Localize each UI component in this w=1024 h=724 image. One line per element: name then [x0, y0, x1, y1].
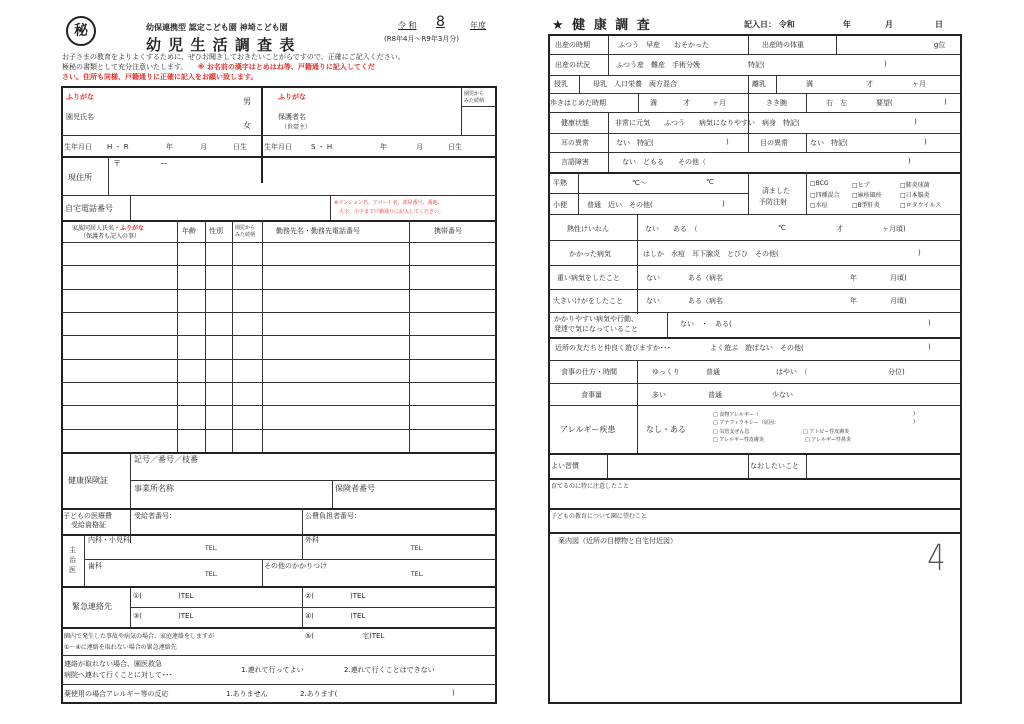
phone-label: 自宅電話番号: [65, 204, 113, 213]
feeding-label: 授乳: [554, 80, 568, 88]
child-furigana-label: ふりがな: [66, 93, 94, 101]
vaccine-checkbox[interactable]: □肺炎球菌: [900, 182, 930, 189]
friends-label: 近所の友だちと仲良く遊びますか･･･: [555, 344, 671, 352]
guardian-furigana-label: ふりがな: [278, 93, 306, 101]
emergency-contact-1[interactable]: [133, 592, 193, 600]
phone-field[interactable]: [132, 197, 328, 219]
divider: [461, 106, 496, 107]
birth-weight-field[interactable]: [838, 36, 932, 53]
vaccine-label-2: 予防注射: [759, 198, 787, 206]
doctor-surgery-label: 外科: [305, 536, 319, 544]
relation-label-2: みた続柄: [464, 98, 485, 104]
urine-options[interactable]: 普通 近い その他(: [587, 201, 653, 209]
year-value[interactable]: 8: [436, 14, 445, 30]
family-table-row[interactable]: [62, 430, 496, 451]
meal-amount-normal[interactable]: 普通: [708, 391, 722, 399]
year-range: (R8年4月～R9年3月分): [384, 35, 460, 43]
friends-options[interactable]: よく遊ぶ 遊ばない その他(: [710, 344, 804, 352]
insurance-number-label: 記号／番号／枝番: [134, 455, 198, 464]
guardian-birth-month: 月: [416, 143, 423, 151]
divider: [62, 586, 496, 588]
walking-full: 満: [650, 99, 657, 107]
divider: [85, 559, 496, 560]
divider: [637, 361, 638, 453]
divider: [549, 405, 961, 406]
entry-date-day: 日: [935, 20, 943, 29]
divider: [748, 76, 749, 152]
divider: [131, 480, 496, 481]
address-note-1: ※マンション名、アパート名、部屋番号、番地、: [334, 200, 443, 206]
intro-line-2: [62, 62, 375, 72]
health-options[interactable]: 非常に元気 ふつう 病気になりやすい 病身 特記(: [615, 119, 800, 127]
meal-amount-label: 食事量: [581, 391, 602, 399]
child-name-label: 園児氏名: [66, 113, 94, 121]
page-number: 4: [927, 538, 946, 579]
entry-date-month: 月: [885, 20, 893, 29]
weaning-label: 離乳: [752, 80, 766, 88]
care-notes-field[interactable]: [550, 490, 960, 507]
divider: [549, 360, 961, 361]
emergency-contact-3-open: ③(: [133, 612, 143, 620]
divider: [748, 173, 749, 214]
urine-label: 小便: [553, 201, 567, 209]
doctor-dental-tel: TEL.: [205, 571, 218, 578]
allergy-rhinitis[interactable]: □ アレルギー性鼻炎: [805, 437, 851, 443]
divider: [108, 157, 109, 195]
birth-weight-label: 出産時の体重: [762, 41, 804, 49]
payer-number-label: 公費負担者番号：: [305, 512, 361, 520]
insurance-office-label: 事業所名称: [134, 484, 174, 493]
secret-stamp: [66, 16, 96, 46]
allergy-food[interactable]: □ 食物アレルギー（: [713, 412, 759, 418]
emergency-contact-4-open: ④(: [305, 612, 315, 620]
emergency-extra-1: 園内で発生した事故や病気の場合、家庭連絡をしますが: [64, 633, 215, 640]
febrile-celsius: ℃: [778, 224, 786, 232]
emergency-contact-5-open: ⑤(: [305, 632, 315, 640]
divider: [62, 135, 496, 136]
divider: [579, 76, 580, 93]
divider: [549, 54, 961, 55]
drug-allergy-none[interactable]: 1.ありません: [226, 690, 268, 698]
health-survey-title: ★ 健 康 調 査: [552, 18, 652, 33]
concerns-close: ): [928, 319, 931, 327]
divider: [806, 94, 807, 112]
child-name-field[interactable]: [110, 100, 230, 130]
family-col-sex: 性別: [209, 227, 223, 235]
meal-speed-label: 食事の仕方・時間: [561, 368, 617, 376]
guardian-birth-label: 生年月日: [264, 143, 292, 151]
divider: [549, 112, 961, 113]
guardian-name-field[interactable]: [320, 100, 460, 130]
wishes-field[interactable]: [550, 520, 960, 531]
diseases-options[interactable]: はしか 水痘 耳下腺炎 とびひ その他(: [643, 250, 779, 258]
divider: [549, 75, 961, 76]
handedness-options[interactable]: 右 左: [826, 99, 847, 107]
insurance-office-field[interactable]: [132, 494, 330, 507]
divider: [131, 607, 496, 608]
divider: [262, 560, 263, 586]
doctor-other-tel: TEL.: [411, 571, 424, 578]
divider: [549, 93, 961, 94]
birth-condition-note: 特記(: [748, 61, 765, 69]
divider: [84, 535, 85, 586]
divider: [608, 35, 609, 75]
divider: [461, 87, 462, 135]
allergy-label: アレルギー疾患: [560, 425, 616, 434]
allergy-options[interactable]: なし・ある: [646, 425, 686, 434]
postal-mark: 〒: [113, 159, 121, 168]
weaning-month: ヶ月: [912, 80, 926, 88]
divider: [549, 265, 961, 266]
guardian-name-label: 保護者名: [278, 113, 306, 121]
allergy-food-close: ): [913, 411, 915, 417]
meal-amount-much[interactable]: 多い: [652, 391, 666, 399]
wishes-label: 子どもの教育について園に望むこと: [551, 513, 647, 520]
emergency-contact-2-tel: )TEL: [350, 592, 366, 600]
divider: [549, 383, 961, 384]
serious-illness-month: 月頃): [890, 274, 907, 282]
divider: [836, 35, 837, 54]
divider: [62, 452, 496, 454]
divider: [549, 337, 961, 339]
birth-condition-close: ): [884, 60, 887, 68]
hospital-question-1: 連絡が取れない場合、園医救急: [64, 660, 162, 668]
febrile-age: 才: [836, 225, 843, 233]
temperature-from: ℃～: [632, 179, 647, 187]
divider: [549, 289, 961, 290]
allergy-atopic[interactable]: □ アトピー性皮膚炎: [803, 429, 850, 435]
intro-line-1: お子さまの教育をよりよくするために、ぜひお聞きしておきたいことがらですので、正確にご記入ください。: [62, 53, 405, 61]
guardian-name-sub: （世帯主）: [281, 124, 312, 131]
divider: [607, 454, 608, 478]
child-birth-day: 日生: [233, 143, 247, 151]
emergency-contact-4-tel: )TEL: [350, 612, 366, 620]
doctor-internal-tel: TEL.: [205, 545, 218, 552]
divider: [62, 508, 496, 510]
vaccine-checkbox[interactable]: □四種混合: [810, 192, 840, 199]
address-label: 現住所: [68, 173, 92, 182]
divider: [62, 684, 496, 685]
map-label: 案内図（近所の目標物と自宅付近図）: [558, 537, 677, 545]
speech-close: ): [908, 157, 911, 165]
concerns-label-2: 発達で気になっていること: [554, 325, 638, 333]
medical-cert-label-2: 受給資格証: [71, 521, 106, 529]
walking-age: 才: [683, 99, 690, 107]
map-drawing-area[interactable]: [550, 548, 960, 702]
birth-weight-unit: g位: [934, 41, 946, 49]
serious-illness-year: 年: [850, 274, 857, 282]
walking-month: ヶ月: [712, 99, 726, 107]
eye-options[interactable]: ない 特記(: [810, 139, 848, 147]
hospital-option-allow[interactable]: 1.連れて行ってよい: [241, 666, 304, 674]
emergency-contact-5-tel: 宅)TEL: [362, 632, 385, 640]
birth-timing-options[interactable]: ふつう 早産 おそかった: [618, 41, 709, 49]
allergy-anaphylaxis-close: ): [913, 419, 915, 425]
family-col-relation-1: 園児から: [235, 225, 256, 231]
divider: [549, 240, 961, 241]
divider: [549, 312, 961, 313]
divider: [330, 196, 331, 220]
speech-label: 言語障害: [561, 158, 589, 166]
family-table-row[interactable]: [62, 243, 496, 264]
child-birth-year: 年: [166, 143, 173, 151]
kindergarten-name: 幼保連携型 認定こども園 神埼こども園: [146, 23, 288, 32]
allergy-anaphylaxis[interactable]: □ アナフィラキシー（原因：: [713, 420, 779, 426]
insurer-number-label: 保険者番号: [335, 484, 375, 493]
family-table-row[interactable]: [62, 383, 496, 404]
emergency-contact-1-open: ①(: [133, 592, 143, 600]
injury-some[interactable]: ある（病名: [688, 297, 723, 305]
divider: [62, 627, 496, 629]
family-col-furigana: ふりがな: [120, 225, 145, 232]
insurance-label: 健康保険証: [68, 476, 108, 485]
serious-illness-none[interactable]: ない: [646, 274, 660, 282]
meal-speed-minutes: 分位): [888, 368, 905, 376]
speech-options[interactable]: ない どもる その他（: [622, 158, 706, 166]
good-habits-field[interactable]: [609, 455, 747, 477]
divider: [549, 133, 961, 134]
recipient-number-label: 受給者番号：: [134, 512, 176, 520]
vaccine-checkbox[interactable]: □日本脳炎: [900, 192, 930, 199]
meal-speed-fast[interactable]: はやい （: [776, 368, 808, 376]
divider: [638, 94, 639, 112]
birth-condition-options[interactable]: ふつう産 難産 手術分娩: [616, 61, 700, 69]
diseases-close: ): [918, 249, 921, 257]
ear-options[interactable]: ない 特記(: [616, 139, 654, 147]
meal-speed-slow[interactable]: ゆっくり: [652, 368, 680, 376]
doctor-surgery-tel: TEL.: [411, 545, 424, 552]
divider: [748, 454, 749, 478]
family-table-row[interactable]: [62, 290, 496, 311]
divider: [130, 196, 131, 220]
drug-allergy-close: ): [452, 689, 455, 697]
vaccine-checkbox[interactable]: □水痘: [810, 202, 828, 209]
urine-close: ): [722, 200, 725, 208]
family-col-relation-2: みた続柄: [235, 232, 256, 238]
drug-allergy-label: 薬使用の場合アレルギー等の反応: [64, 690, 169, 698]
family-table-row[interactable]: [62, 313, 496, 334]
divider: [549, 214, 961, 215]
divider: [549, 193, 748, 194]
febrile-label: 熱性けいれん: [567, 225, 609, 233]
injury-year: 年: [850, 297, 857, 305]
divider: [549, 172, 961, 174]
divider: [302, 535, 303, 559]
year-label-suffix: 年度: [470, 21, 486, 30]
sex-female-option[interactable]: 女: [243, 121, 251, 130]
divider: [806, 134, 807, 152]
postal-dash: ー: [160, 159, 168, 168]
friends-close: ): [928, 343, 931, 351]
care-notes-label: 育てるのに特に注意したこと: [551, 483, 630, 490]
child-birth-era[interactable]: H ・ R: [107, 143, 129, 151]
address-note-2: 大字、小字まで戸籍通りに記入してください。: [339, 209, 445, 215]
relation-label-1: 園児から: [464, 91, 485, 97]
divider: [667, 313, 668, 337]
birth-condition-label: 出産の状況: [555, 61, 590, 69]
health-close: ): [914, 118, 917, 126]
injury-label: 大きいけがをしたこと: [553, 297, 623, 305]
good-habits-label: よい習慣: [551, 462, 579, 470]
fix-habits-field[interactable]: [808, 455, 960, 477]
family-col-age: 年齢: [182, 227, 196, 235]
family-table-row[interactable]: [62, 360, 496, 381]
eye-close: ): [924, 138, 927, 146]
ear-label: 耳の異常: [561, 139, 589, 147]
temperature-label: 平熱: [553, 179, 567, 187]
emergency-contact-3-tel: )TEL: [178, 612, 194, 620]
address-field[interactable]: [110, 158, 494, 194]
divider: [549, 532, 961, 534]
meal-amount-little[interactable]: 少ない: [772, 391, 793, 399]
divider: [130, 453, 131, 543]
weaning-age: 才: [866, 80, 873, 88]
vaccine-checkbox[interactable]: □ロタウイルス: [900, 202, 942, 209]
insurer-number-field[interactable]: [334, 494, 494, 507]
year-label-prefix: 令 和: [398, 21, 417, 30]
birth-timing-label: 出産の時期: [555, 41, 590, 49]
injury-month: 月頃): [890, 297, 907, 305]
intro-warning: ※ お名前の漢字はとめはね等、戸籍通りに記入してくだ: [197, 63, 375, 71]
family-col-name-text: 家族同居人氏名・: [72, 225, 121, 232]
allergy-dermatitis[interactable]: □ アレルギー性皮膚炎: [713, 437, 764, 443]
eye-label: 目の異常: [760, 139, 788, 147]
doctor-label: 主治医: [69, 546, 76, 574]
entry-date-year: 年: [843, 20, 851, 29]
febrile-options[interactable]: ない ある （: [645, 225, 698, 233]
concerns-label-1: かかりやすい病気や行動、: [554, 315, 638, 323]
family-col-work: 勤務先名・勤務先電話番号: [276, 227, 360, 235]
handedness-hope: 要望(: [876, 99, 893, 107]
ear-close: ): [726, 138, 729, 146]
hospital-question-2: 病院へ連れて行くことに対して･･･: [64, 671, 173, 679]
allergy-asthma[interactable]: □ 気管支ぜん息: [713, 429, 750, 435]
doctor-dental-label: 歯科: [88, 562, 102, 570]
divider: [62, 195, 496, 196]
weaning-full: 満: [806, 80, 813, 88]
doctor-internal-label: 内科・小児科: [88, 536, 130, 544]
handedness-label: きき腕: [766, 99, 787, 107]
page-title: 幼 児 生 活 調 査 表: [146, 36, 296, 54]
child-birth-label: 生年月日: [64, 143, 92, 151]
secret-stamp-text: 秘: [74, 23, 88, 39]
divider: [549, 508, 961, 510]
divider: [332, 481, 333, 509]
doctor-other-label: その他のかかりつけ: [264, 562, 327, 570]
vaccine-label-1: 済ました: [762, 187, 790, 195]
sex-male-option[interactable]: 男: [243, 97, 251, 106]
health-label: 健康状態: [561, 119, 589, 127]
divider: [549, 478, 961, 480]
vaccine-checkbox[interactable]: □麻疹風疹: [852, 192, 882, 199]
concerns-options[interactable]: ない ・ ある(: [680, 320, 732, 328]
vaccine-checkbox[interactable]: □ヒブ: [852, 182, 870, 189]
feeding-options[interactable]: 母乳 人口栄養 両方混合: [593, 80, 677, 88]
divider: [806, 454, 807, 478]
emergency-contact-2[interactable]: [305, 592, 365, 600]
divider: [549, 152, 961, 153]
divider: [748, 35, 749, 54]
temperature-to: ℃: [706, 178, 714, 186]
intro-line-2-text: 極秘の書類として充分注意いたします。: [62, 63, 188, 71]
emergency-contact-5[interactable]: [305, 631, 384, 641]
fix-habits-label: なおしたいこと: [750, 462, 799, 470]
divider: [62, 220, 496, 222]
vaccine-checkbox[interactable]: □BCG: [810, 180, 829, 187]
emergency-label: 緊急連絡先: [72, 602, 112, 611]
intro-line-3: さい。住所も同様、戸籍通りに正確に記入をお願い致します。: [62, 73, 258, 81]
divider: [806, 173, 807, 214]
family-table-row[interactable]: [62, 336, 496, 357]
divider: [62, 655, 496, 656]
emergency-contact-4[interactable]: [305, 612, 365, 620]
medical-cert-label-1: 子どもの医療費: [63, 512, 112, 520]
guardian-birth-era[interactable]: S ・ H: [311, 143, 333, 151]
handedness-close: ): [944, 98, 947, 106]
hospital-option-deny[interactable]: 2.連れて行くことはできない: [344, 666, 435, 674]
divider: [302, 509, 303, 534]
child-birth-month: 月: [200, 143, 207, 151]
injury-none[interactable]: ない: [646, 297, 660, 305]
drug-allergy-some[interactable]: 2.あります(: [300, 690, 338, 698]
entry-date-label: 記入日： 令和: [744, 20, 795, 29]
guardian-birth-year: 年: [380, 143, 387, 151]
serious-illness-some[interactable]: ある（病名: [688, 274, 723, 282]
emergency-contact-1-tel: )TEL: [178, 592, 194, 600]
emergency-contact-3[interactable]: [133, 612, 193, 620]
family-table-row[interactable]: [62, 266, 496, 287]
guardian-birth-day: 日生: [448, 143, 462, 151]
walking-label: 歩きはじめた時期: [550, 99, 606, 107]
divider: [608, 113, 609, 172]
vaccine-checkbox[interactable]: □B型肝炎: [852, 202, 880, 209]
family-col-mobile: 携帯番号: [434, 227, 462, 235]
diseases-label: かかった病気: [569, 250, 611, 258]
insurance-number-field[interactable]: [132, 465, 494, 479]
serious-illness-label: 重い病気をしたこと: [557, 274, 620, 282]
emergency-extra-2: ①～④に連絡を取れない場合の緊急連絡先: [64, 644, 177, 651]
meal-speed-normal[interactable]: 普通: [706, 368, 720, 376]
emergency-contact-2-open: ②(: [305, 592, 315, 600]
divider: [776, 76, 777, 93]
family-table-row[interactable]: [62, 406, 496, 427]
family-col-name-note: （保護者も記入の事）: [80, 233, 141, 240]
febrile-month: ヶ月頃): [882, 225, 906, 233]
